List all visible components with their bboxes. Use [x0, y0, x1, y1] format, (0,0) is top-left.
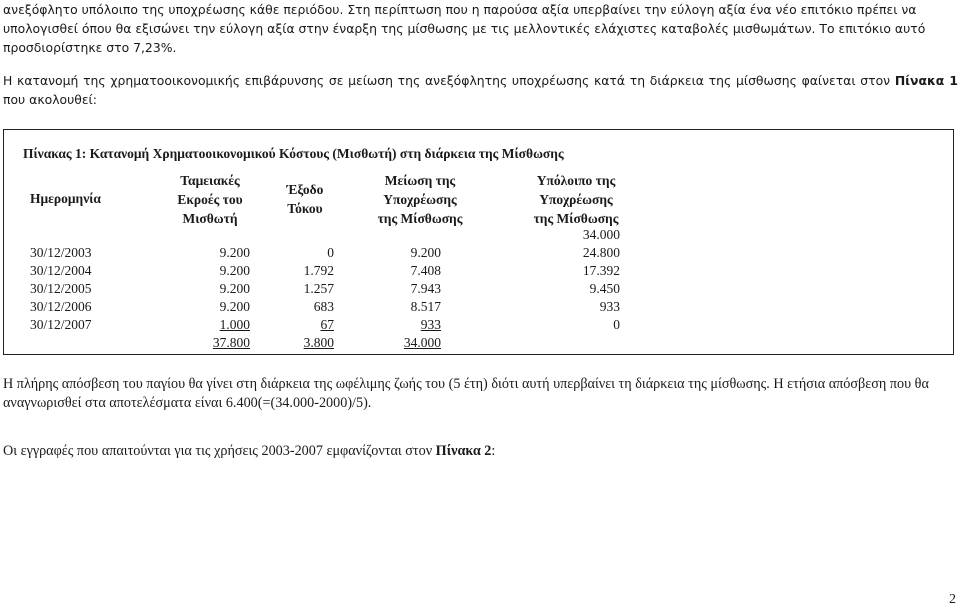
header-interest-line-1: Έξοδο: [286, 182, 324, 197]
header-liability-balance: [516, 171, 636, 228]
opening-balance: 34.000: [582, 227, 620, 242]
cell-cash: 9.200: [219, 299, 250, 314]
cell-balance: 933: [599, 299, 620, 314]
total-interest: 3.800: [303, 335, 334, 350]
header-reduction-line-1: Μείωση της: [384, 173, 456, 188]
header-cash-outflows: [160, 171, 260, 228]
intro-paragraph: ανεξόφλητο υπόλοιπο της υποχρέωσης κάθε περιόδου. Στη περίπτωση που η παρούσα αξία υπερβαίνει την εύλογη αξία ένα νέο επιτόκιο πρέπει να υπολογισθεί όπου θα εξισώνει την εύλογη αξία στην έναρξη της μίσθωσης με τις μελλοντικές ελάχιστες καταβολές μισθωμάτων. Το επιτόκιο αυτό προσδιορίστηκε στο 7,23%.: [3, 2, 926, 55]
cell-cash: 9.200: [219, 263, 250, 278]
cell-reduction: 933: [420, 317, 441, 332]
cell-balance: 9.450: [589, 281, 620, 296]
header-interest-line-2: Τόκου: [287, 201, 323, 216]
header-reduction-line-2: Υποχρέωσης: [383, 192, 457, 207]
table-1-box: [3, 129, 954, 355]
header-cash-line-2: Εκροές του: [177, 192, 243, 207]
header-cash-line-3: Μισθωτή: [182, 211, 238, 226]
distribution-suffix: που ακολουθεί:: [3, 92, 97, 107]
entries-text: Οι εγγραφές που απαιτούνται για τις χρήσεις 2003-2007 εμφανίζονται στον: [3, 443, 436, 459]
cell-interest: 1.792: [303, 263, 334, 278]
table-1-title: Πίνακας 1: Κατανομή Χρηματοοικονομικού Κόστους (Μισθωτή) στη διάρκεια της Μίσθωσης: [23, 146, 564, 161]
cell-date: 30/12/2007: [30, 317, 92, 332]
header-cash-line-1: Ταμειακές: [180, 173, 240, 188]
entries-paragraph: [3, 442, 958, 461]
cell-interest: 683: [313, 299, 334, 314]
cell-balance: 0: [613, 317, 620, 332]
page-number: 2: [949, 592, 956, 607]
cell-reduction: 9.200: [410, 245, 441, 260]
header-liability-reduction: [365, 171, 475, 228]
distribution-text: Η κατανομή της χρηματοοικονομικής επιβάρυνσης σε μείωση της ανεξόφλητης υποχρέωσης κατά τη διάρκεια της μίσθωσης φαίνεται στον: [3, 73, 895, 88]
distribution-paragraph: [3, 71, 958, 109]
cell-cash: 9.200: [219, 281, 250, 296]
cell-date: 30/12/2005: [30, 281, 92, 296]
entries-suffix: :: [491, 443, 496, 459]
header-reduction-line-3: της Μίσθωσης: [377, 211, 463, 226]
cell-date: 30/12/2006: [30, 299, 92, 314]
cell-cash: 9.200: [219, 245, 250, 260]
cell-reduction: 8.517: [410, 299, 441, 314]
header-balance-line-1: Υπόλοιπο της: [536, 173, 616, 188]
table-2-reference: Πίνακα 2: [435, 443, 492, 459]
cell-reduction: 7.943: [410, 281, 441, 296]
total-cash: 37.800: [212, 335, 250, 350]
cell-balance: 17.392: [582, 263, 620, 278]
cell-interest: 67: [320, 317, 334, 332]
header-date: Ημερομηνία: [30, 191, 101, 206]
cell-interest: 0: [327, 245, 334, 260]
cell-date: 30/12/2004: [30, 263, 92, 278]
depreciation-paragraph: Η πλήρης απόσβεση του παγίου θα γίνει στη διάρκεια της ωφέλιμης ζωής του (5 έτη) διότι αυτή υπερβαίνει τη διάρκεια της μίσθωσης. Η ετήσια απόσβεση που θα αναγνωρισθεί στα αποτελέσματα είναι 6.400(=(34.000-2000)/5).: [3, 376, 929, 411]
cell-reduction: 7.408: [410, 263, 441, 278]
header-interest-expense: [270, 180, 340, 218]
cell-date: 30/12/2003: [30, 245, 92, 260]
header-balance-line-2: Υποχρέωσης: [539, 192, 613, 207]
total-reduction: 34.000: [403, 335, 441, 350]
cell-balance: 24.800: [582, 245, 620, 260]
header-balance-line-3: της Μίσθωσης: [533, 211, 619, 226]
cell-interest: 1.257: [303, 281, 334, 296]
cell-cash: 1.000: [219, 317, 250, 332]
table-1-reference: Πίνακα 1: [894, 73, 958, 88]
